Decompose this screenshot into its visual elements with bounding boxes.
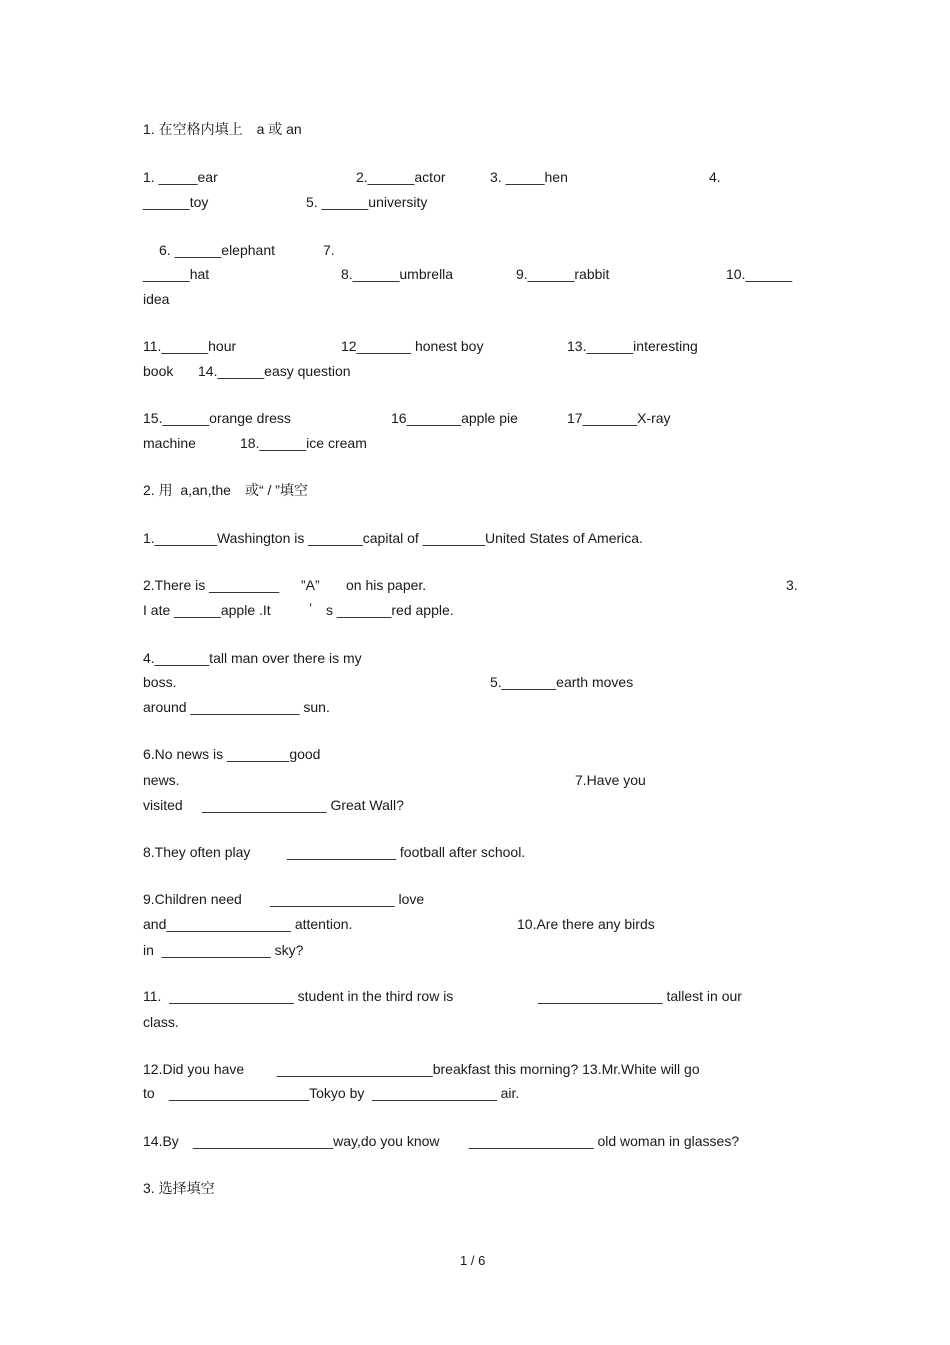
line-text: 14.By [143, 1133, 179, 1149]
section-3-heading: 3. 选择填空 [143, 1180, 215, 1196]
line-text: 5._______earth moves [490, 674, 634, 690]
line-text: 1. _____ear [143, 169, 218, 185]
line-text: ’ [309, 600, 313, 616]
line-text: ______________ football after school. [287, 844, 526, 860]
line-text: book [143, 363, 174, 379]
line-text: I ate ______apple .It [143, 602, 271, 618]
line-text: 2.There is _________ [143, 577, 280, 593]
line-text: 15.______orange dress [143, 410, 291, 426]
line-text: 2.______actor [356, 169, 446, 185]
line-text: 16_______apple pie [391, 410, 518, 426]
line-text: 17_______X-ray [567, 410, 671, 426]
line-text: 3. [786, 577, 798, 593]
line-text: 7. [323, 242, 335, 258]
line-text: machine [143, 435, 196, 451]
line-text: 8.They often play [143, 844, 251, 860]
line-text: 6.No news is ________good [143, 746, 321, 762]
line-text: 14.______easy question [198, 363, 351, 379]
line-text: 9.Children need [143, 891, 242, 907]
line-text: 5. ______university [306, 194, 428, 210]
line-text: __________________Tokyo by ________________ air. [169, 1085, 520, 1101]
line-text: 11. ________________ student in the third row is [143, 988, 454, 1004]
line-text: idea [143, 291, 170, 307]
line-text: ____________________breakfast this morning? 13.Mr.White will go [277, 1061, 700, 1077]
line-text: boss. [143, 674, 177, 690]
line-text: 7.Have you [575, 772, 646, 788]
line-text: __________________way,do you know [193, 1133, 440, 1149]
line-text: ______toy [143, 194, 209, 210]
section-2-heading: 2. 用 a,an,the 或“ / ”填空 [143, 482, 308, 498]
line-text: visited [143, 797, 183, 813]
line-text: 12_______ honest boy [341, 338, 484, 354]
line-text: class. [143, 1014, 179, 1030]
line-text: around ______________ sun. [143, 699, 330, 715]
line-text: 8.______umbrella [341, 266, 454, 282]
line-text: 9.______rabbit [516, 266, 610, 282]
line-text: ________________ old woman in glasses? [469, 1133, 740, 1149]
line-text: ________________ Great Wall? [202, 797, 404, 813]
line-text: on his paper. [346, 577, 427, 593]
section-1-heading: 1. 在空格内填上 a 或 an [143, 121, 302, 137]
line-text: in ______________ sky? [143, 942, 304, 958]
line-text: ”A” [301, 577, 320, 593]
line-text: 4._______tall man over there is my [143, 650, 362, 666]
line-text: news. [143, 772, 180, 788]
line-text: to [143, 1085, 155, 1101]
line-text: 4. [709, 169, 721, 185]
line-text: 18.______ice cream [240, 435, 367, 451]
line-text: 13.______interesting [567, 338, 698, 354]
line-text: 10.______ [726, 266, 793, 282]
line-text: s _______red apple. [326, 602, 454, 618]
line-text: 10.Are there any birds [517, 916, 655, 932]
line-text: and________________ attention. [143, 916, 353, 932]
line-text: 1.________Washington is _______capital of ________United States of America. [143, 530, 643, 546]
page-number: 1 / 6 [460, 1253, 486, 1268]
line-text: ________________ tallest in our [538, 988, 742, 1004]
line-text: ______hat [143, 266, 210, 282]
line-text: 11.______hour [143, 338, 237, 354]
line-text: 3. _____hen [490, 169, 568, 185]
line-text: ________________ love [270, 891, 425, 907]
line-text: 6. ______elephant [159, 242, 275, 258]
line-text: 12.Did you have [143, 1061, 245, 1077]
